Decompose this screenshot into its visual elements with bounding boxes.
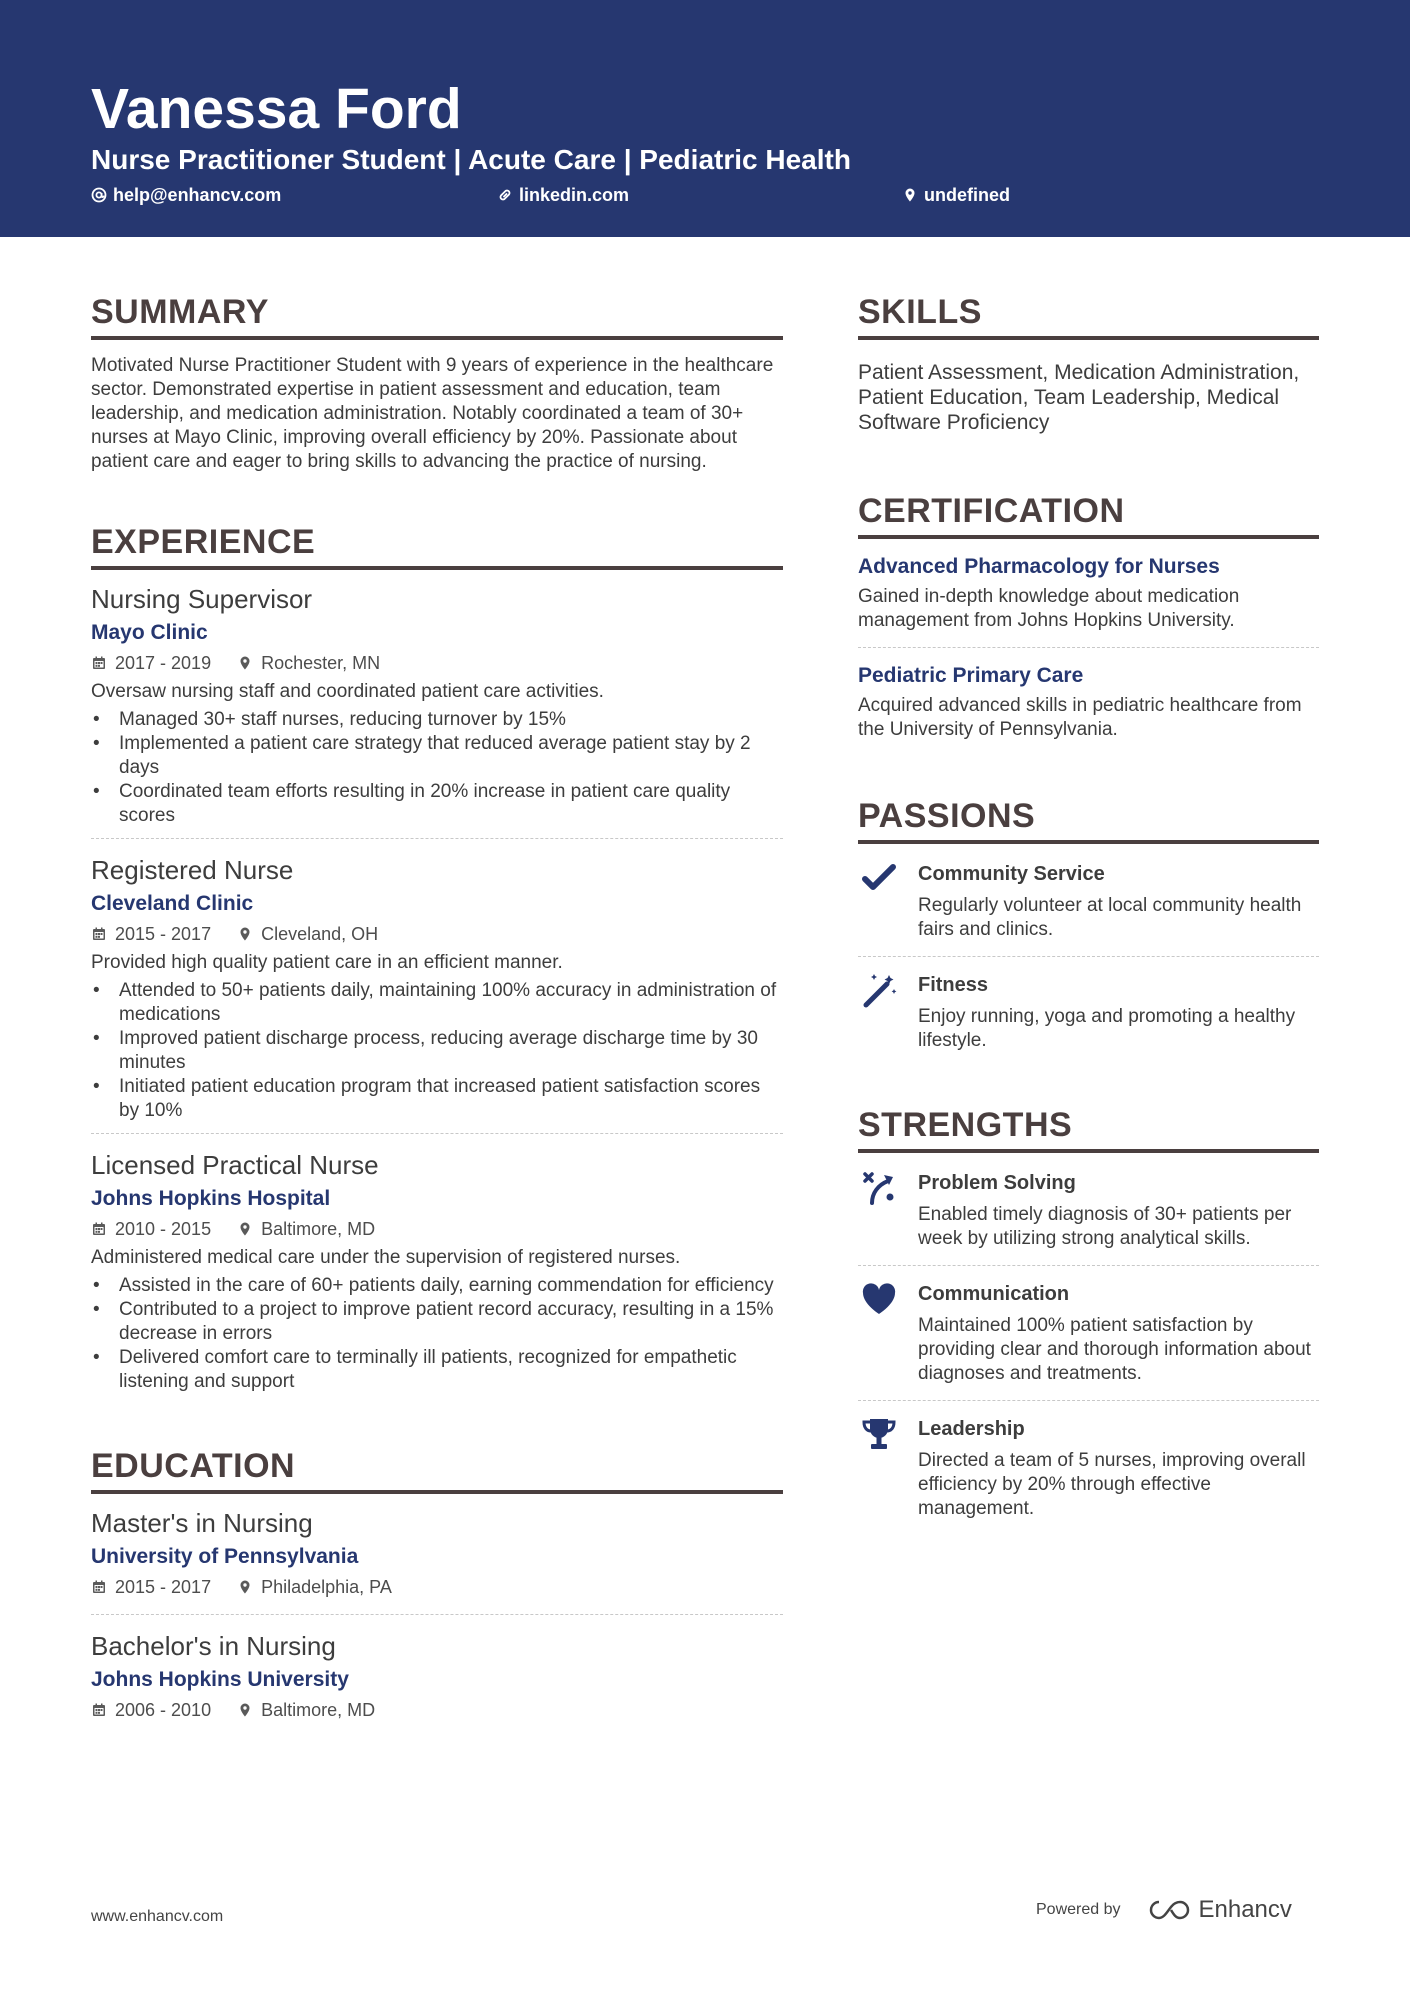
education-location xyxy=(237,1697,375,1723)
job-meta xyxy=(91,650,783,676)
strength-title: Communication xyxy=(918,1283,1070,1305)
job-dates: 2010 - 2015 xyxy=(115,1219,212,1239)
experience-entry xyxy=(91,838,783,1133)
skills-text: Patient Assessment, Medication Administration, Patient Education, Team Leadership, Medical Software Proficiency xyxy=(858,361,1300,434)
calendar-icon xyxy=(91,1579,107,1595)
enhancv-logo[interactable] xyxy=(1145,1896,1292,1924)
strength-entry xyxy=(858,1265,1319,1400)
strength-description: Enabled timely diagnosis of 30+ patients per week by utilizing strong analytical skills. xyxy=(918,1204,1292,1249)
job-location-text: Rochester, MN xyxy=(261,653,381,673)
right-column xyxy=(858,290,1319,1535)
contact-email[interactable] xyxy=(91,183,281,207)
education-location-text: Philadelphia, PA xyxy=(261,1577,392,1597)
experience-entry xyxy=(91,1133,783,1404)
education-dates: 2006 - 2010 xyxy=(115,1700,212,1720)
skills-section xyxy=(858,290,1319,435)
strength-description: Directed a team of 5 nurses, improving overall efficiency by 20% through effective management. xyxy=(918,1450,1306,1519)
passion-entry xyxy=(858,860,1319,956)
location-pin-icon xyxy=(237,1702,253,1718)
experience-section xyxy=(91,520,783,1404)
job-location-text: Baltimore, MD xyxy=(261,1219,376,1239)
passions-section xyxy=(858,794,1319,1067)
job-location xyxy=(237,921,378,947)
location-pin-icon xyxy=(237,655,253,671)
certification-description: Gained in-depth knowledge about medication management from Johns Hopkins University. xyxy=(858,586,1240,631)
location-pin-icon xyxy=(237,926,253,942)
email-text: help@enhancv.com xyxy=(113,185,282,205)
location-text: undefined xyxy=(924,185,1010,205)
education-section xyxy=(91,1444,783,1733)
experience-entry xyxy=(91,582,783,838)
check-icon xyxy=(860,860,898,898)
footer-website[interactable]: www.enhancv.com xyxy=(91,1908,224,1925)
job-bullet: • Initiated patient education program that increased patient satisfaction scores by 10% xyxy=(91,1075,783,1123)
passions-heading: PASSIONS xyxy=(858,794,1319,844)
strength-description: Maintained 100% patient satisfaction by providing clear and thorough information about diagnoses and treatments. xyxy=(918,1315,1311,1384)
footer-branding xyxy=(1036,1896,1292,1924)
trophy-icon xyxy=(860,1415,898,1453)
location-pin-icon xyxy=(237,1221,253,1237)
summary-text: Motivated Nurse Practitioner Student with 9 years of experience in the healthcare sector. Demonstrated expertise in patient assessment and education, team leadership, and medication administration. Notably coordinated a team of 30+ nurses at Mayo Clinic, improving overall efficiency by 20%. Passionate about patient care and eager to bring skills to advancing the practice of nursing. xyxy=(91,355,774,472)
candidate-title: Nurse Practitioner Student | Acute Care | Pediatric Health xyxy=(91,144,851,175)
job-bullet: • Contributed to a project to improve patient record accuracy, resulting in a 15% decrease in errors xyxy=(91,1298,783,1346)
strength-entry xyxy=(858,1169,1319,1265)
job-meta xyxy=(91,921,783,947)
candidate-name: Vanessa Ford xyxy=(91,77,462,141)
link-icon xyxy=(497,187,513,203)
calendar-icon xyxy=(91,655,107,671)
job-organization: Cleveland Clinic xyxy=(91,892,254,915)
brand-name: Enhancv xyxy=(1198,1896,1292,1923)
school: University of Pennsylvania xyxy=(91,1545,359,1568)
strengths-section xyxy=(858,1103,1319,1535)
passion-description: Enjoy running, yoga and promoting a healthy lifestyle. xyxy=(918,1006,1296,1051)
degree: Bachelor's in Nursing xyxy=(91,1631,336,1661)
job-bullet: • Assisted in the care of 60+ patients daily, earning commendation for efficiency xyxy=(91,1274,783,1298)
education-heading: EDUCATION xyxy=(91,1444,783,1494)
job-bullet: • Improved patient discharge process, reducing average discharge time by 30 minutes xyxy=(91,1027,783,1075)
education-location xyxy=(237,1574,392,1600)
strength-title: Problem Solving xyxy=(918,1172,1076,1194)
education-entry xyxy=(91,1506,783,1614)
experience-heading: EXPERIENCE xyxy=(91,520,783,570)
job-organization: Johns Hopkins Hospital xyxy=(91,1187,331,1210)
certification-description: Acquired advanced skills in pediatric healthcare from the University of Pennsylvania. xyxy=(858,695,1302,740)
job-bullets xyxy=(91,1274,783,1394)
job-title: Registered Nurse xyxy=(91,855,294,885)
job-location xyxy=(237,650,380,676)
location-pin-icon xyxy=(902,187,918,203)
job-description: Provided high quality patient care in an efficient manner. xyxy=(91,952,563,973)
job-bullet: • Coordinated team efforts resulting in 20% increase in patient care quality scores xyxy=(91,780,783,828)
calendar-icon xyxy=(91,1221,107,1237)
strength-title: Leadership xyxy=(918,1418,1025,1440)
calendar-icon xyxy=(91,926,107,942)
job-bullet: • Implemented a patient care strategy that reduced average patient stay by 2 days xyxy=(91,732,783,780)
job-organization: Mayo Clinic xyxy=(91,621,208,644)
job-location xyxy=(237,1216,375,1242)
skills-heading: SKILLS xyxy=(858,290,1319,340)
contact-link[interactable] xyxy=(497,183,629,207)
certification-entry xyxy=(858,553,1319,647)
education-location-text: Baltimore, MD xyxy=(261,1700,376,1720)
summary-heading: SUMMARY xyxy=(91,290,783,340)
contact-location xyxy=(902,183,1010,207)
resume-header xyxy=(0,0,1410,237)
job-description: Administered medical care under the supervision of registered nurses. xyxy=(91,1247,681,1268)
strengths-heading: STRENGTHS xyxy=(858,1103,1319,1153)
certification-title: Advanced Pharmacology for Nurses xyxy=(858,555,1220,578)
job-bullet: • Attended to 50+ patients daily, maintaining 100% accuracy in administration of medications xyxy=(91,979,783,1027)
education-meta xyxy=(91,1697,783,1723)
job-title: Licensed Practical Nurse xyxy=(91,1150,379,1180)
powered-by-text: Powered by xyxy=(1036,1901,1121,1918)
certification-heading: CERTIFICATION xyxy=(858,489,1319,539)
job-dates: 2017 - 2019 xyxy=(115,653,212,673)
certification-entry xyxy=(858,647,1319,756)
certification-section xyxy=(858,489,1319,756)
summary-section xyxy=(91,290,783,474)
job-dates: 2015 - 2017 xyxy=(115,924,212,944)
heart-icon xyxy=(860,1280,898,1318)
education-entry xyxy=(91,1614,783,1733)
job-bullets xyxy=(91,979,783,1123)
job-location-text: Cleveland, OH xyxy=(261,924,379,944)
passion-description: Regularly volunteer at local community health fairs and clinics. xyxy=(918,895,1302,940)
certification-title: Pediatric Primary Care xyxy=(858,664,1084,687)
job-meta xyxy=(91,1216,783,1242)
location-pin-icon xyxy=(237,1579,253,1595)
link-text: linkedin.com xyxy=(519,185,630,205)
job-bullet: • Delivered comfort care to terminally ill patients, recognized for empathetic listening and support xyxy=(91,1346,783,1394)
education-dates: 2015 - 2017 xyxy=(115,1577,212,1597)
job-bullets xyxy=(91,708,783,828)
degree: Master's in Nursing xyxy=(91,1508,313,1538)
enhancv-logo-icon xyxy=(1145,1898,1191,1922)
strength-entry xyxy=(858,1400,1319,1535)
passion-title: Community Service xyxy=(918,863,1105,885)
left-column xyxy=(91,290,783,1733)
job-description: Oversaw nursing staff and coordinated patient care activities. xyxy=(91,681,604,702)
passion-entry xyxy=(858,956,1319,1067)
at-icon xyxy=(91,187,107,203)
passion-title: Fitness xyxy=(918,974,989,996)
magic-wand-icon xyxy=(860,971,898,1009)
school: Johns Hopkins University xyxy=(91,1668,349,1691)
calendar-icon xyxy=(91,1702,107,1718)
job-title: Nursing Supervisor xyxy=(91,584,313,614)
education-meta xyxy=(91,1574,783,1600)
job-bullet: • Managed 30+ staff nurses, reducing turnover by 15% xyxy=(91,708,783,732)
strategy-icon xyxy=(860,1169,898,1207)
